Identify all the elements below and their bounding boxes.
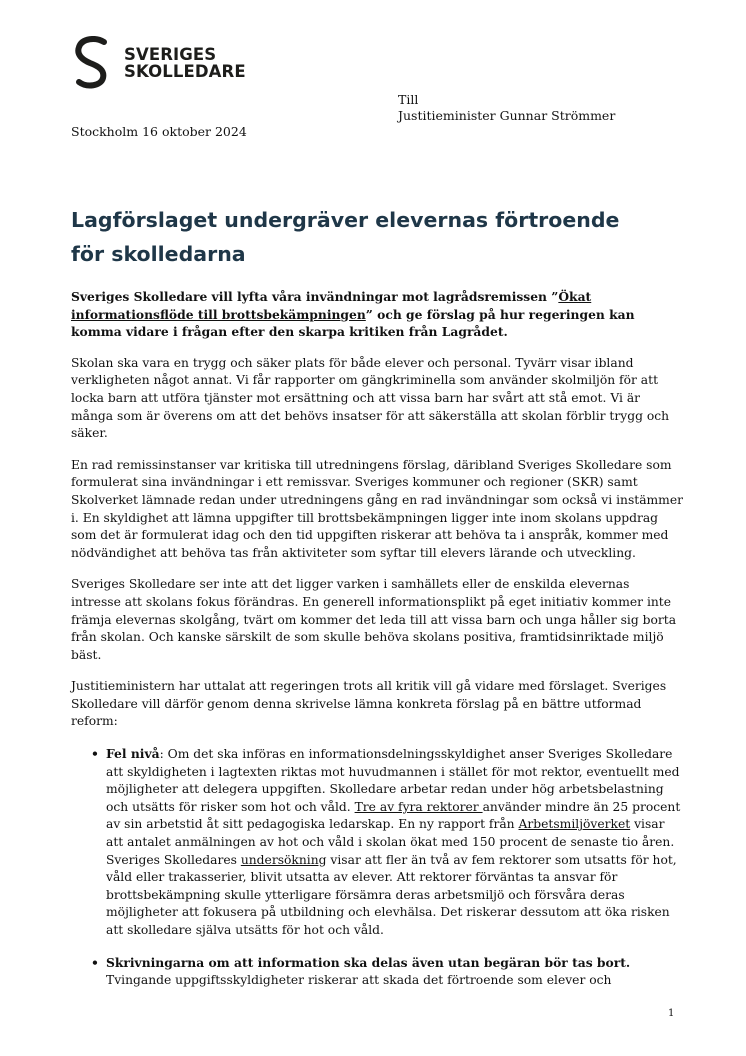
page-title: Lagförslaget undergräver elevernas förtroende för skolledarna xyxy=(71,208,620,266)
recipient-block xyxy=(398,92,615,123)
list-item-heading: Skrivningarna om att information ska delas även utan begäran bör tas bort. xyxy=(106,954,631,970)
list-item-text: Tvingande uppgiftsskyldigheter riskerar att skada det förtroende som elever och xyxy=(106,973,612,988)
arbetsmiljoverket-link[interactable]: Arbetsmiljöverket xyxy=(518,817,631,832)
lagradsremiss-link[interactable]: Ökat informationsflöde till brottsbekämpningen xyxy=(71,289,592,322)
list-item xyxy=(71,954,683,990)
body-paragraph-3: Sveriges Skolledare ser inte att det ligger varken i samhällets eller de enskilda elevernas intresse att skolans fokus förändras. En generell informationsplikt på eget initiativ kommer inte främja elevernas skolgång, tvärt om kommer det leda till att vissa barn och unga håller sig borta från skolan. Och kanske särskilt de som skulle behöva skolans positiva, framtidsinriktade miljö bäst. xyxy=(71,577,677,662)
list-item xyxy=(71,745,683,940)
bullet-icon: • xyxy=(91,954,99,970)
logo-s-icon xyxy=(70,36,114,90)
tre-av-fyra-rektorer-link[interactable]: Tre av fyra rektorer xyxy=(354,799,483,814)
page-number: 1 xyxy=(668,1008,675,1019)
letter-body xyxy=(71,288,683,1004)
sveriges-skolledare-logo xyxy=(70,36,246,90)
recipient-prefix: Till xyxy=(398,92,419,107)
logo-line-1: SVERIGES xyxy=(124,45,217,64)
lead-text-start: Sveriges Skolledare vill lyfta våra invändningar mot lagrådsremissen ” xyxy=(71,289,559,304)
body-paragraph-4: Justitieministern har uttalat att regeringen trots all kritik vill gå vidare med förslaget. Sveriges Skolledare vill därför genom denna skrivelse lämna konkreta förslag på en bättre utformad reform: xyxy=(71,679,667,729)
body-paragraph-2: En rad remissinstanser var kritiska till utredningens förslag, däribland Sveriges Skolledare som formulerat sina invändningar i ett remissvar. Sveriges kommuner och regioner (SKR) samt Skolverket lämnade redan under utredningens gång en rad invändningar som också vi instämmer i. En skyldighet att lämna uppgifter till brottsbekämpningen ligger inte inom skolans uppdrag som det är formulerat idag och den tid uppgiften riskerar att behöva ta i anspråk, kommer med nödvändighet att behöva tas från aktiviteter som syftar till elevers lärande och utveckling. xyxy=(71,457,683,560)
list-item-text: visar att antalet anmälningen av hot och våld i skolan ökat med 150 procent de senaste tio åren. Sveriges Skolledares xyxy=(106,817,675,867)
lead-paragraph xyxy=(71,288,683,341)
proposal-list xyxy=(71,745,683,990)
lead-text-end: ” och ge förslag på hur regeringen kan komma vidare i frågan efter den skarpa kritiken från Lagrådet. xyxy=(71,306,635,340)
letter-date: Stockholm 16 oktober 2024 xyxy=(71,124,247,139)
body-paragraph-1: Skolan ska vara en trygg och säker plats för både elever och personal. Tyvärr visar ibland verkligheten något annat. Vi får rapporter om gängkriminella som använder skolmiljön för att locka barn att utföra tjänster mot ersättning och att vissa barn har svårt att stå emot. Vi är många som är överens om att det behövs insatser för att säkerställa att skolan förblir trygg och säker. xyxy=(71,355,670,441)
list-item-text: visar att fler än två av fem rektorer som utsatts för hot, våld eller trakasserier, blivit utsatta av elever. Att rektorer förväntas ta ansvar för brottsbekämpning skulle ytterligare försämra deras arbetsmiljö och försvåra deras möjligheter att fokusera på utbildning och elevhälsa. Det riskerar dessutom att öka risken att skolledare själva utsätts för hot och våld. xyxy=(106,852,677,937)
recipient-name: Justitieminister Gunnar Strömmer xyxy=(398,107,616,123)
undersokning-link[interactable]: undersökning xyxy=(240,852,327,867)
bullet-icon: • xyxy=(91,746,99,762)
list-item-heading: Fel nivå xyxy=(106,746,160,762)
logo-line-2: SKOLLEDARE xyxy=(124,62,246,81)
list-item-text: : Om det ska införas en informationsdelningsskyldighet anser Sveriges Skolledare att skyldigheten i lagtexten riktas mot huvudmannen i stället för mot rektor, eventuellt med möjligheter att delegera uppgiften. Skolledare arbetar redan under hög arbetsbelastning och utsätts för risker som hot och våld. xyxy=(106,747,680,814)
logo-wordmark xyxy=(124,46,246,80)
list-item-text: använder mindre än 25 procent av sin arbetstid åt sitt pedagogiska ledarskap. En ny rapport från xyxy=(106,799,681,832)
